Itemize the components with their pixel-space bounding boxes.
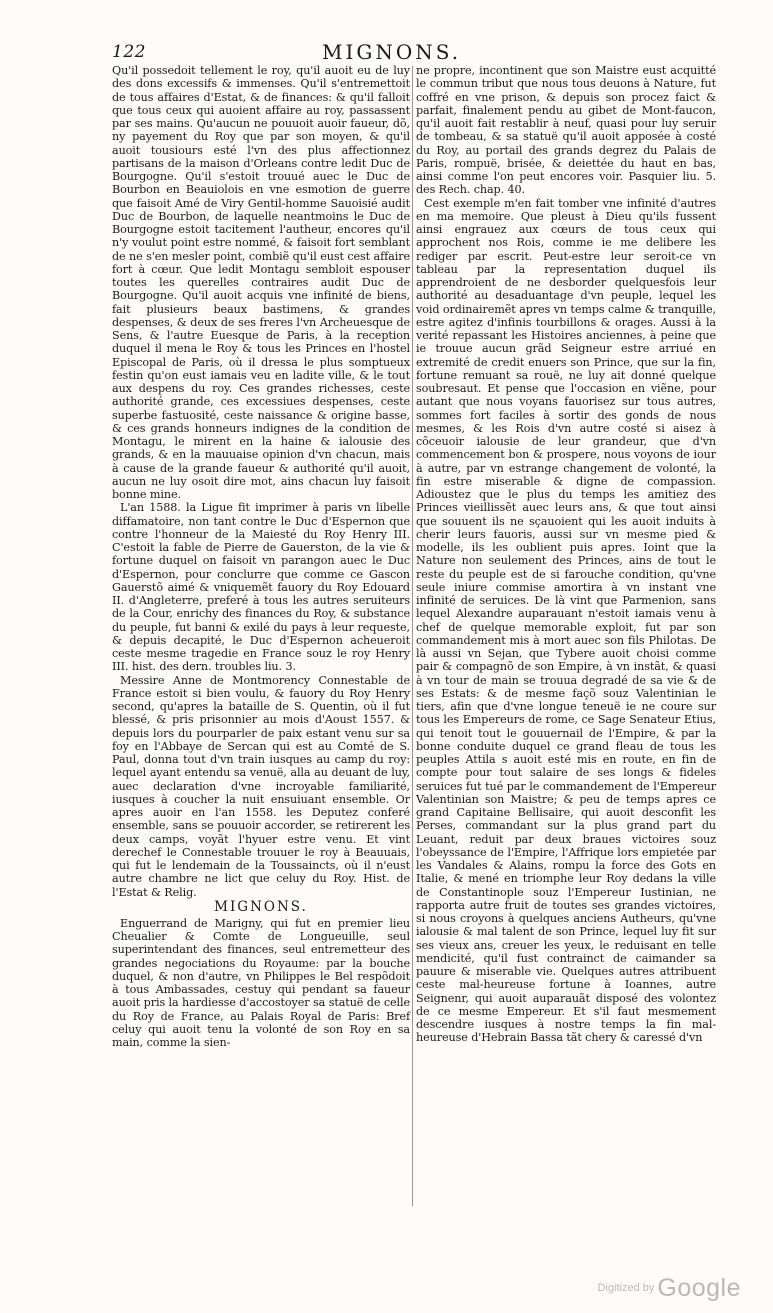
page-header xyxy=(112,40,652,66)
paragraph: Messire Anne de Montmorency Connestable de France estoit si bien voulu, & fauory du Roy Henry second, qu'apres la bataille de S. Quentin, où il fut blessé, & pris prisonnier au mois d'Aoust 1557. & depuis lors du pourparler de paix estant venu sur sa foy en l'Abbaye de Sercan qui est au Comté de S. Paul, donna tout d'vn train iusques au camp du roy: lequel ayant entendu sa venuë, alla au deuant de luy, auec declaration d'vne incroyable familiarité, iusques à coucher la nuit ensuiuant ensemble. Or apres auoir en l'an 1558. les Deputez conferé ensemble, sans se pouuoir accorder, se retirerent les deux camps, voyãt l'hyuer estre venu. Et vint derechef le Connestable trouuer le roy à Beauuais, qui fut le lendemain de la Toussaincts, où il n'eust autre chambre ne lict que celuy du Roy. Hist. de l'Estat & Relig. xyxy=(112,673,410,899)
right-column xyxy=(416,64,716,1045)
digitized-by-label: Digitized by xyxy=(597,1282,655,1294)
paragraph: Enguerrand de Marigny, qui fut en premier lieu Cheualier & Comte de Longueuille, seul superintendant des finances, seul entremetteur des grandes negociations du Royaume: par la bouche duquel, & non d'autre, vn Philippes le Bel respõdoit à tous Ambassades, cestuy qui pendant sa faueur auoit pris la hardiesse d'accostoyer sa statuë de celle du Roy de France, au Palais Royal de Paris: Bref celuy qui auoit tenu la volonté de son Roy en sa main, comme la sien- xyxy=(112,916,410,1049)
google-logo: Google xyxy=(657,1274,741,1302)
running-head: MIGNONS. xyxy=(322,40,462,64)
left-column xyxy=(112,64,410,1049)
section-heading: MIGNONS. xyxy=(214,898,308,915)
paragraph: Cest exemple m'en fait tomber vne infinité d'autres en ma memoire. Que pleust à Dieu qu'ils fussent ainsi engrauez aux cœurs de tous ceux qui approchent nos Rois, comme ie me delibere les rediger par escrit. Peut-estre leur seroit-ce vn tableau par la representation duquel ils apprendroient de ne desborder quelquesfois leur authorité au desaduantage d'vn peuple, lequel les void ordinairemẽt apres vn temps calme & tranquille, estre agitez d'infinis tourbillons & orages. Aussi à la verité repassant les Histoires anciennes, à peine que ie trouue aucun grãd Seigneur estre arriué en extremité de credit enuers son Prince, que sur la fin, fortune remuant sa rouë, ne luy ait donné quelque soubresaut. Et pense que l'occasion en viẽne, pour autant que nous voyans fauorisez sur tous autres, sommes fort faciles à sortir des gonds de nous mesmes, & les Rois d'vn autre costé si aisez à cõceuoir ialousie de leur grandeur, que d'vn commencement bon & prospere, nous voyons de iour à autre, par vn estrange changement de volonté, la fin estre miserable & digne de compassion. Adioustez que le plus du temps les amitiez des Princes vieillissẽt auec leurs ans, & que tout ainsi que souuent ils ne sçauoient qui les auoit induits à cherir leurs fauoris, aussi sur vn mesme pied & modelle, ils les oublient puis apres. Ioint que la Nature non seulement des Princes, ains de tout le reste du peuple est de si farouche condition, qu'vne seule iniure commise amortira à vn instant vne infinité de seruices. De là vint que Parmenion, sans lequel Alexandre auparauant n'estoit iamais venu à chef de quelque memorable exploit, fut par son commandement mis à mort auec son fils Philotas. De là aussi vn Sejan, que Tybere auoit choisi comme pair & compagnõ de son Empire, à vn instãt, & quasi à vn tour de main se trouua degradé de sa vie & de ses Estats: & de mesme façõ souz Valentinian le tiers, afin que d'vne longue teneuë ie ne coure sur tous les Empereurs de rome, ce Sage Senateur Etius, qui tenoit tout le gouuernail de l'Empire, & par la bonne conduite duquel ce grand fleau de tous les peuples Attila s auoit esté mis en route, en fin de compte pour tout salaire de ses longs & fideles seruices fut tué par le commandement de l'Empereur Valentinian son Maistre; & peu de temps apres ce grand Capitaine Bellisaire, qui auoit desconfit les Perses, commandant sur la plus grand part du Leuant, reduit par deux braues victoires souz l'obeyssance de l'Empire, l'Affrique lors empietée par les Vandales & Alains, rompu la force des Gots en Italie, & mené en triomphe leur Roy dedans la ville de Constantinople souz l'Empereur Iustinian, ne rapporta autre fruit de toutes ses grandes victoires, si nous croyons à quelques anciens Autheurs, qu'vne ialousie & mal talent de son Prince, lequel luy fit sur ses vieux ans, creuer les yeux, le reduisant en telle mendicité, qu'il fust contrainct de caimander sa pauure & miserable vie. Quelques autres attribuent ceste mal-heureuse fortune à Ioannes, autre Seignenr, qui auoit auparauãt disposé des volontez de ce mesme Empereur. Et s'il faut mesmement descendre iusques à nostre temps la fin mal-heureuse d'Hebrain Bassa tãt chery & caressé d'vn xyxy=(416,196,716,1045)
paragraph: L'an 1588. la Ligue fit imprimer à paris vn libelle diffamatoire, non tant contre le Duc d'Espernon que contre l'honneur de la Maiesté du Roy Henry III. C'estoit la fable de Pierre de Gauerston, de la vie & fortune duquel on faisoit vn parangon auec le Duc d'Espernon, pour conclurre que comme ce Gascon Gauerstõ aimé & vniquemẽt fauory du Roy Edouard II. d'Angleterre, preferé à tous les autres seruiteurs de la Cour, enrichy des finances du Roy, & substance du peuple, fut banni & exilé du pays à leur requeste, & depuis decapité, le Duc d'Espernon acheueroit ceste mesme tragedie en France souz le roy Henry III. hist. des dern. troubles liu. 3. xyxy=(112,501,410,674)
digitized-watermark xyxy=(598,1274,741,1303)
paragraph: Qu'il possedoit tellement le roy, qu'il auoit eu de luy des dons excessifs & immenses. Qu'il s'entremettoit de tous affaires d'Estat, & de finances: & qu'il falloit que tous ceux qui auoient affaire au roy, passassent par ses mains. Qu'aucun ne pouuoit auoir faueur, dõ, ny payement du Roy que par son moyen, & qu'il auoit tousiours esté l'vn des plus affectionnez partisans de la maison d'Orleans contre ledit Duc de Bourgogne. Qu'il s'estoit trouué auec le Duc de Bourbon en Beauiolois en vne esmotion de guerre que faisoit Amé de Viry Gentil-homme Sauoisié audit Duc de Bourbon, de laquelle neantmoins le Duc de Bourgogne estoit tacitement l'autheur, encores qu'il n'y voulut point estre nommé, & faisoit fort semblant de ne s'en mesler point, combiẽ qu'il eust cest affaire fort à cœur. Que ledit Montagu sembloit espouser toutes les querelles contraires audit Duc de Bourgogne. Qu'il auoit acquis vne infinité de biens, fait plusieurs beaux bastimens, & grandes despenses, & deux de ses freres l'vn Archeuesque de Sens, & l'autre Euesque de Paris, à la reception duquel il mena le Roy & tous les Princes en l'hostel Episcopal de Paris, où il dressa le plus somptueux festin qu'on eust iamais veu en ladite ville, & le tout aux despens du roy. Ces grandes richesses, ceste authorité grande, ces excessiues despenses, ceste superbe fastuosité, ceste naissance & origine basse, & ces grands honneurs indignes de la condition de Montagu, le mirent en la haine & ialousie des grands, & en la mauuaise opinion d'vn chacun, mais à cause de la grande faueur & authorité qu'il auoit, aucun ne luy osoit dire mot, ains chacun luy faisoit bonne mine. xyxy=(112,64,410,501)
page-number: 122 xyxy=(112,42,146,62)
paragraph: ne propre, incontinent que son Maistre eust acquitté le commun tribut que nous tous deuons à Nature, fut coffré en vne prison, & depuis son procez faict & parfait, finalement pendu au gibet de Mont-faucon, qu'il auoit fait restablir à neuf, quasi pour luy seruir de tombeau, & sa statuë qu'il auoit apposée à costé du Roy, au portail des grands degrez du Palais de Paris, rompuë, brisée, & deiettée du haut en bas, ainsi comme l'on peut encores voir. Pasquier liu. 5. des Rech. chap. 40. xyxy=(416,64,716,197)
column-divider xyxy=(412,66,413,1206)
